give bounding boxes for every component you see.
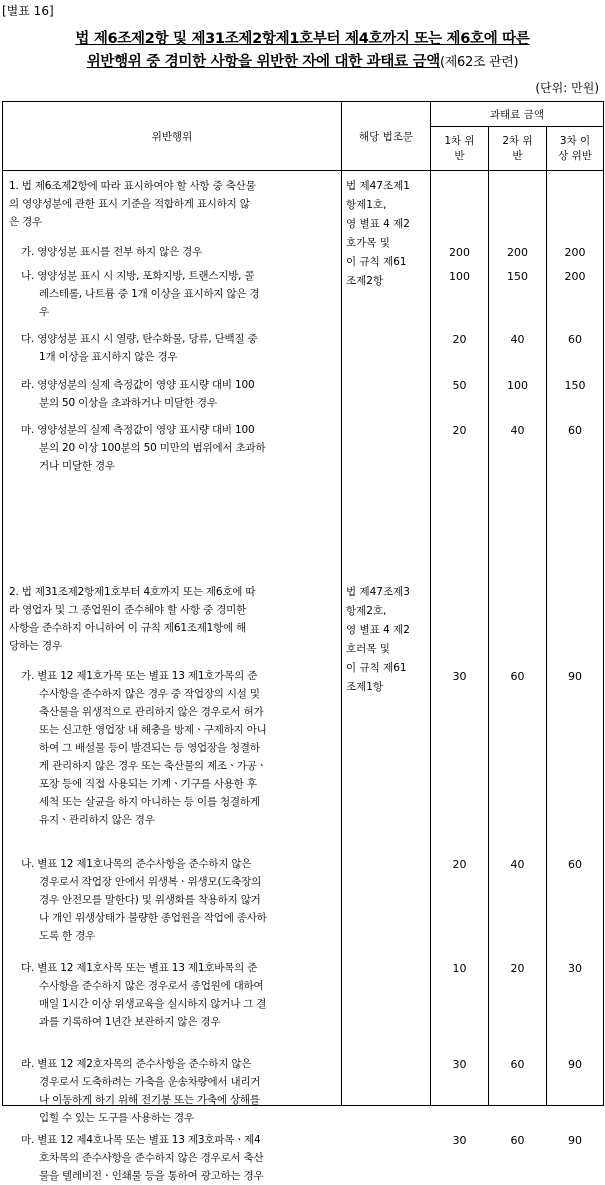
title-line2-text: 위반행위 중 경미한 사항을 위반한 자에 대한 과태료 금액 xyxy=(86,54,440,70)
section1-item-3: 1개 이상을 표시하지 않은 경우 xyxy=(39,351,178,363)
section2-item-1: 포장 등에 직접 사용되는 기계ㆍ기구를 사용한 후 xyxy=(39,778,257,790)
section2-item-4: 입힐 수 있는 도구를 사용하는 경우 xyxy=(39,1112,194,1124)
section2-heading: 라 영업자 및 그 종업원이 준수해야 할 사항 중 경미한 xyxy=(9,604,247,616)
header-fine-1 xyxy=(431,127,489,171)
section2-item-1: 축산물을 위생적으로 관리하지 않은 경우로서 허가 xyxy=(39,706,264,718)
header-fine-group: 과태료 금액 xyxy=(431,102,604,127)
section2-item-3: 매일 1시간 이상 위생교육을 실시하지 않거나 그 결 xyxy=(39,998,267,1010)
section1-law-reference: 법 제47조제1 xyxy=(346,180,410,192)
section2-item-2: 경우로서 작업장 안에서 위생복ㆍ위생모(도축장의 xyxy=(39,876,262,888)
section1-heading: 1. 법 제6조제2항에 따라 표시하여야 할 사항 중 축산물 xyxy=(9,180,256,192)
header-fine-3-line2: 상 위반 xyxy=(558,149,592,162)
section2-item-1: 수사항을 준수하지 않은 경우 중 작업장의 시설 및 xyxy=(39,688,260,700)
fine-3-value: 60 xyxy=(568,424,583,437)
fine-2-value: 40 xyxy=(510,424,525,437)
section1-heading: 의 영양성분에 관한 표시 기준을 적합하게 표시하지 않 xyxy=(9,198,250,210)
section2-item-3: 다. 별표 12 제1호사목 또는 별표 13 제1호바목의 준 xyxy=(21,962,258,974)
fine-1-value: 50 xyxy=(452,379,467,392)
section1-item-5: 분의 20 이상 100분의 50 미만의 범위에서 초과하 xyxy=(39,442,266,454)
section2-heading: 사항을 준수하지 아니하여 이 규칙 제61조제1항에 해 xyxy=(9,622,247,634)
fine-1-value: 30 xyxy=(452,1058,467,1071)
fine-1-column xyxy=(431,171,489,1147)
section2-item-5: 호차목의 준수사항을 준수하지 않은 경우로서 축산 xyxy=(39,1152,264,1164)
unit-label: (단위: 만원) xyxy=(535,81,599,95)
fine-3-value: 200 xyxy=(564,246,586,259)
section1-item-5: 거나 미달한 경우 xyxy=(39,460,115,472)
section2-item-1: 가. 별표 12 제1호가목 또는 별표 13 제1호가목의 준 xyxy=(21,670,258,682)
fine-3-column xyxy=(547,171,604,1147)
header-fine-3-line1: 3차 이 xyxy=(559,134,591,147)
section1-item-3: 다. 영양성분 표시 시 열량, 탄수화물, 당류, 단백질 중 xyxy=(21,333,258,345)
section1-law-reference: 항제1호, xyxy=(346,199,387,211)
header-fine-2-line2: 반 xyxy=(512,149,523,162)
fine-1-value: 200 xyxy=(449,246,470,259)
fine-2-value: 20 xyxy=(510,962,525,975)
header-fine-2 xyxy=(489,127,547,171)
annex-label: [별표 16] xyxy=(2,4,54,18)
title-line1-text: 법 제6조제2항 및 제31조제2항제1호부터 제4호까지 또는 제6호에 따른 xyxy=(75,31,530,47)
page-title-line1 xyxy=(0,27,605,48)
section2-item-3: 수사항을 준수하지 않은 경우로서 종업원에 대하여 xyxy=(39,980,264,992)
section1-item-2: 나. 영양성분 표시 시 지방, 포화지방, 트랜스지방, 콜 xyxy=(21,270,255,282)
page-title-line2 xyxy=(0,50,605,71)
section1-law-reference: 영 별표 4 제2 xyxy=(346,218,410,230)
section1-law-reference: 이 규칙 제61 xyxy=(346,256,407,268)
section1-item-1: 가. 영양성분 표시를 전부 하지 않은 경우 xyxy=(21,246,203,258)
header-fine-1-line1: 1차 위 xyxy=(444,134,475,147)
section2-item-5: 마. 별표 12 제4호나목 또는 별표 13 제3호파목ㆍ제4 xyxy=(21,1134,261,1146)
fine-2-column xyxy=(489,171,547,1147)
fine-2-value: 60 xyxy=(510,1058,525,1071)
section1-heading: 은 경우 xyxy=(9,216,42,228)
section1-item-5: 마. 영양성분의 실제 측정값이 영양 표시량 대비 100 xyxy=(21,424,255,436)
section2-item-4: 경우로서 도축하려는 가축을 운송차량에서 내리거 xyxy=(39,1076,261,1088)
fine-table xyxy=(2,101,604,1182)
fine-3-value: 90 xyxy=(568,670,583,683)
title-reference: (제62조 관련) xyxy=(439,55,519,70)
fine-3-value: 150 xyxy=(564,379,586,392)
fine-3-value: 30 xyxy=(568,962,583,975)
section2-law-reference: 호러목 및 xyxy=(346,643,390,655)
section2-item-4: 라. 별표 12 제2호자목의 준수사항을 준수하지 않은 xyxy=(21,1058,252,1070)
section1-item-4: 라. 영양성분의 실제 측정값이 영양 표시량 대비 100 xyxy=(21,379,255,391)
section2-item-1: 게 관리하지 않은 경우 또는 축산물의 제조ㆍ가공ㆍ xyxy=(39,760,267,772)
fine-3-value: 60 xyxy=(568,858,583,871)
fine-1-value: 20 xyxy=(452,333,467,346)
section2-law-reference: 영 별표 4 제2 xyxy=(346,624,410,636)
section2-item-2: 경우 안전모를 말한다) 및 위생화를 착용하지 않거 xyxy=(39,894,261,906)
section1-item-2: 레스테롤, 나트륨 중 1개 이상을 표시하지 않은 경 xyxy=(39,288,260,300)
fine-1-value: 20 xyxy=(452,858,467,871)
violation-column xyxy=(3,171,342,1182)
fine-3-value: 90 xyxy=(568,1058,583,1071)
law-column xyxy=(342,171,431,1106)
section1-item-2: 우 xyxy=(39,306,49,318)
section1-item-4: 분의 50 이상을 초과하거나 미달한 경우 xyxy=(39,397,217,409)
header-fine-2-line1: 2차 위 xyxy=(502,134,533,147)
section2-item-1: 하여 그 배설물 등이 발견되는 등 영업장을 청결하 xyxy=(39,742,260,754)
fine-2-value: 40 xyxy=(510,333,525,346)
section2-item-1: 유지ㆍ관리하지 않은 경우 xyxy=(39,814,155,826)
fine-2-value: 60 xyxy=(510,1134,525,1147)
fine-2-value: 60 xyxy=(510,670,525,683)
section2-heading: 2. 법 제31조제2항제1호부터 4호까지 또는 제6호에 따 xyxy=(9,586,256,598)
section2-item-1: 또는 신고한 영업장 내 해충을 방제ㆍ구제하지 아니 xyxy=(39,724,267,736)
fine-1-value: 30 xyxy=(452,670,467,683)
section2-item-2: 나. 별표 12 제1호나목의 준수사항을 준수하지 않은 xyxy=(21,858,252,870)
section2-item-5: 물을 텔레비전ㆍ인쇄물 등을 통하여 광고하는 경우 xyxy=(39,1170,264,1182)
section2-law-reference: 이 규칙 제61 xyxy=(346,662,407,674)
fine-3-value: 200 xyxy=(564,270,586,283)
section2-law-reference: 조제1항 xyxy=(346,681,384,693)
fine-2-value: 200 xyxy=(507,246,528,259)
header-violation: 위반행위 xyxy=(3,102,342,171)
section2-item-1: 세척 또는 살균을 하지 아니하는 등 이를 청결하게 xyxy=(39,796,260,808)
section2-item-2: 도록 한 경우 xyxy=(39,930,95,942)
fine-3-value: 60 xyxy=(568,333,583,346)
fine-1-value: 100 xyxy=(449,270,470,283)
fine-1-value: 10 xyxy=(452,962,467,975)
section1-law-reference: 조제2항 xyxy=(346,275,384,287)
fine-2-value: 40 xyxy=(510,858,525,871)
header-law: 해당 법조문 xyxy=(342,102,431,171)
section2-item-4: 나 이동하게 하기 위해 전기봉 또는 가축에 상해를 xyxy=(39,1094,260,1106)
fine-2-value: 100 xyxy=(507,379,528,392)
fine-3-value: 90 xyxy=(568,1134,583,1147)
section2-item-3: 과를 기록하여 1년간 보관하지 않은 경우 xyxy=(39,1016,221,1028)
fine-1-value: 20 xyxy=(452,424,467,437)
section2-law-reference: 항제2호, xyxy=(346,605,387,617)
section1-law-reference: 호가목 및 xyxy=(346,237,390,249)
header-fine-3 xyxy=(547,127,604,171)
section2-heading: 당하는 경우 xyxy=(9,640,62,652)
section2-item-2: 나 개인 위생상태가 불량한 종업원을 작업에 종사하 xyxy=(39,912,267,924)
section2-law-reference: 법 제47조제3 xyxy=(346,586,410,598)
fine-1-value: 30 xyxy=(452,1134,467,1147)
header-fine-1-line2: 반 xyxy=(454,149,465,162)
fine-2-value: 150 xyxy=(507,270,528,283)
